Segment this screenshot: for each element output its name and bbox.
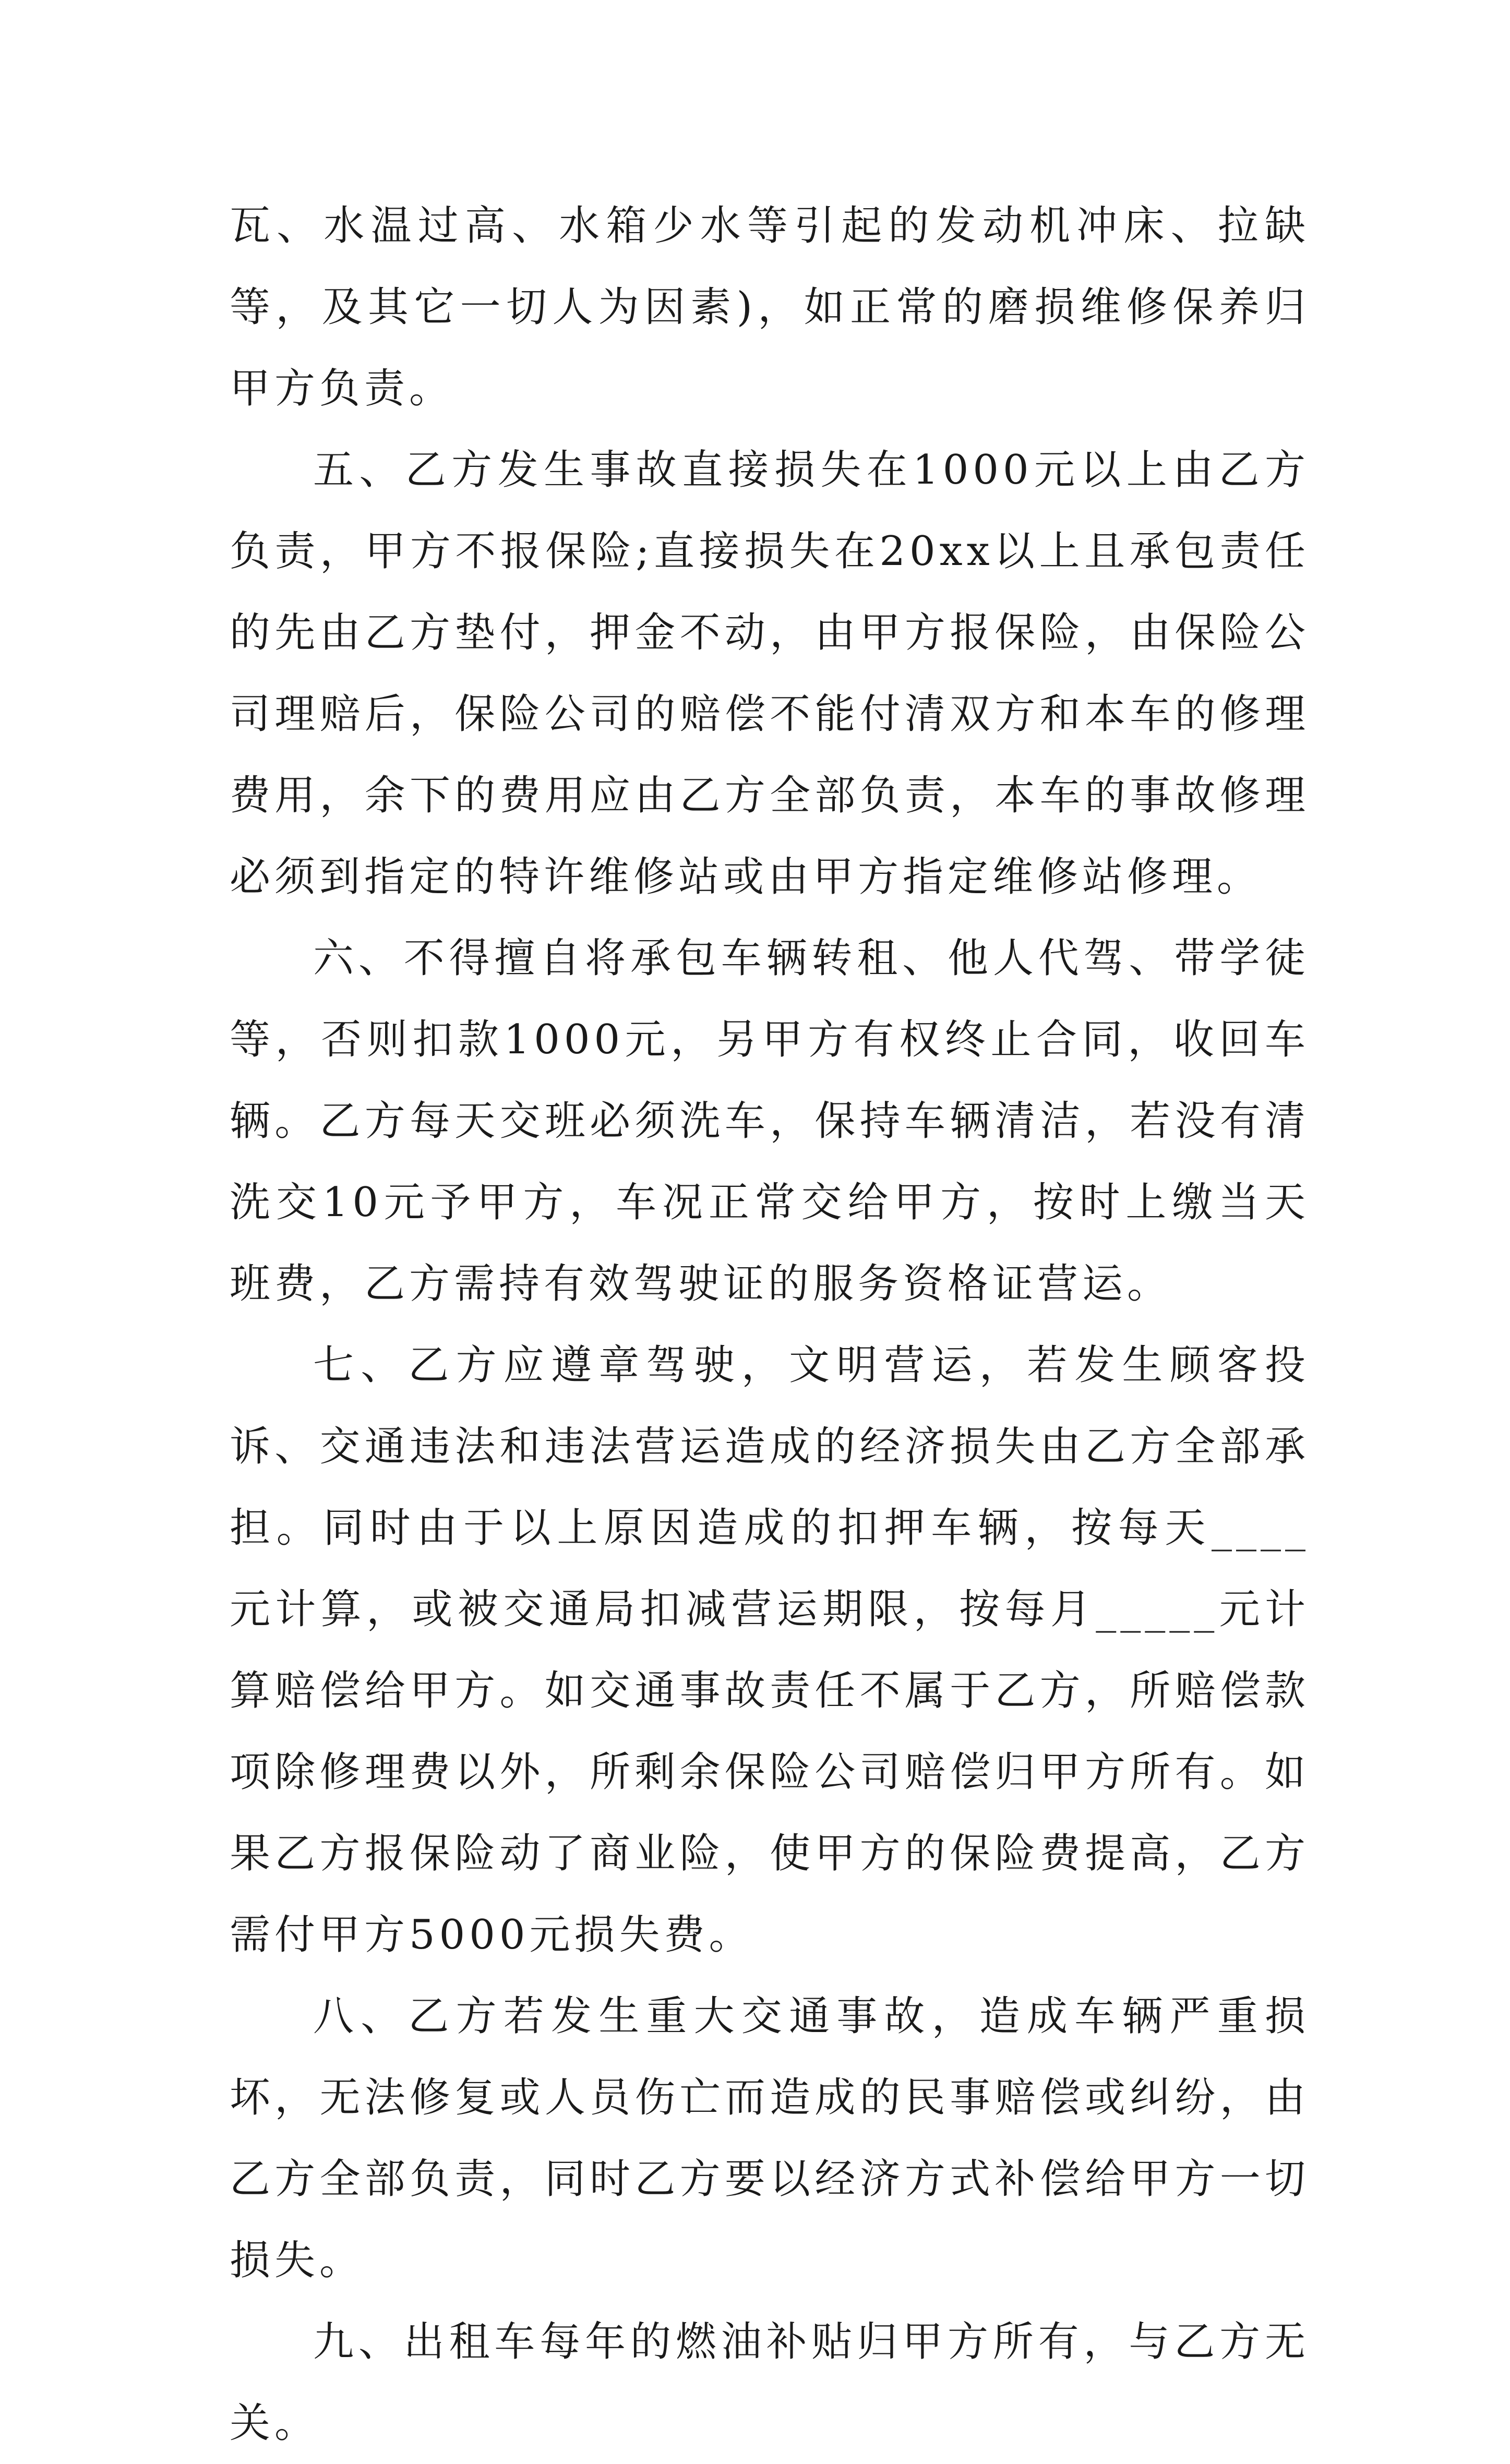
paragraph-clause-6: 六、不得擅自将承包车辆转租、他人代驾、带学徒等，否则扣款1000元，另甲方有权终止合同，收回车辆。乙方每天交班必须洗车，保持车辆清洁，若没有清洗交10元予甲方，车况正常交给甲方，按时上缴当天班费，乙方需持有效驾驶证的服务资格证营运。	[230, 935, 1310, 1307]
paragraph-clause-9: 九、出租车每年的燃油补贴归甲方所有，与乙方无关。	[230, 2318, 1310, 2447]
paragraph-clause-5: 五、乙方发生事故直接损失在1000元以上由乙方负责，甲方不报保险;直接损失在20xx以上且承包责任的先由乙方垫付，押金不动，由甲方报保险，由保险公司理赔后，保险公司的赔偿不能付清双方和本车的修理费用，余下的费用应由乙方全部负责，本车的事故修理必须到指定的特许维修站或由甲方指定维修站修理。	[230, 447, 1310, 900]
paragraph-clause-7: 七、乙方应遵章驾驶，文明营运，若发生顾客投诉、交通违法和违法营运造成的经济损失由乙方全部承担。同时由于以上原因造成的扣押车辆，按每天____元计算，或被交通局扣减营运期限，按每月_____元计算赔偿给甲方。如交通事故责任不属于乙方，所赔偿款项除修理费以外，所剩余保险公司赔偿归甲方所有。如果乙方报保险动了商业险，使甲方的保险费提高，乙方需付甲方5000元损失费。	[230, 1342, 1310, 1958]
document-page	[230, 185, 1310, 2464]
paragraph-continuation: 瓦、水温过高、水箱少水等引起的发动机冲床、拉缺等，及其它一切人为因素)，如正常的磨损维修保养归甲方负责。	[230, 202, 1310, 412]
paragraph-clause-8: 八、乙方若发生重大交通事故，造成车辆严重损坏，无法修复或人员伤亡而造成的民事赔偿或纠纷，由乙方全部负责，同时乙方要以经济方式补偿给甲方一切损失。	[230, 1993, 1310, 2284]
